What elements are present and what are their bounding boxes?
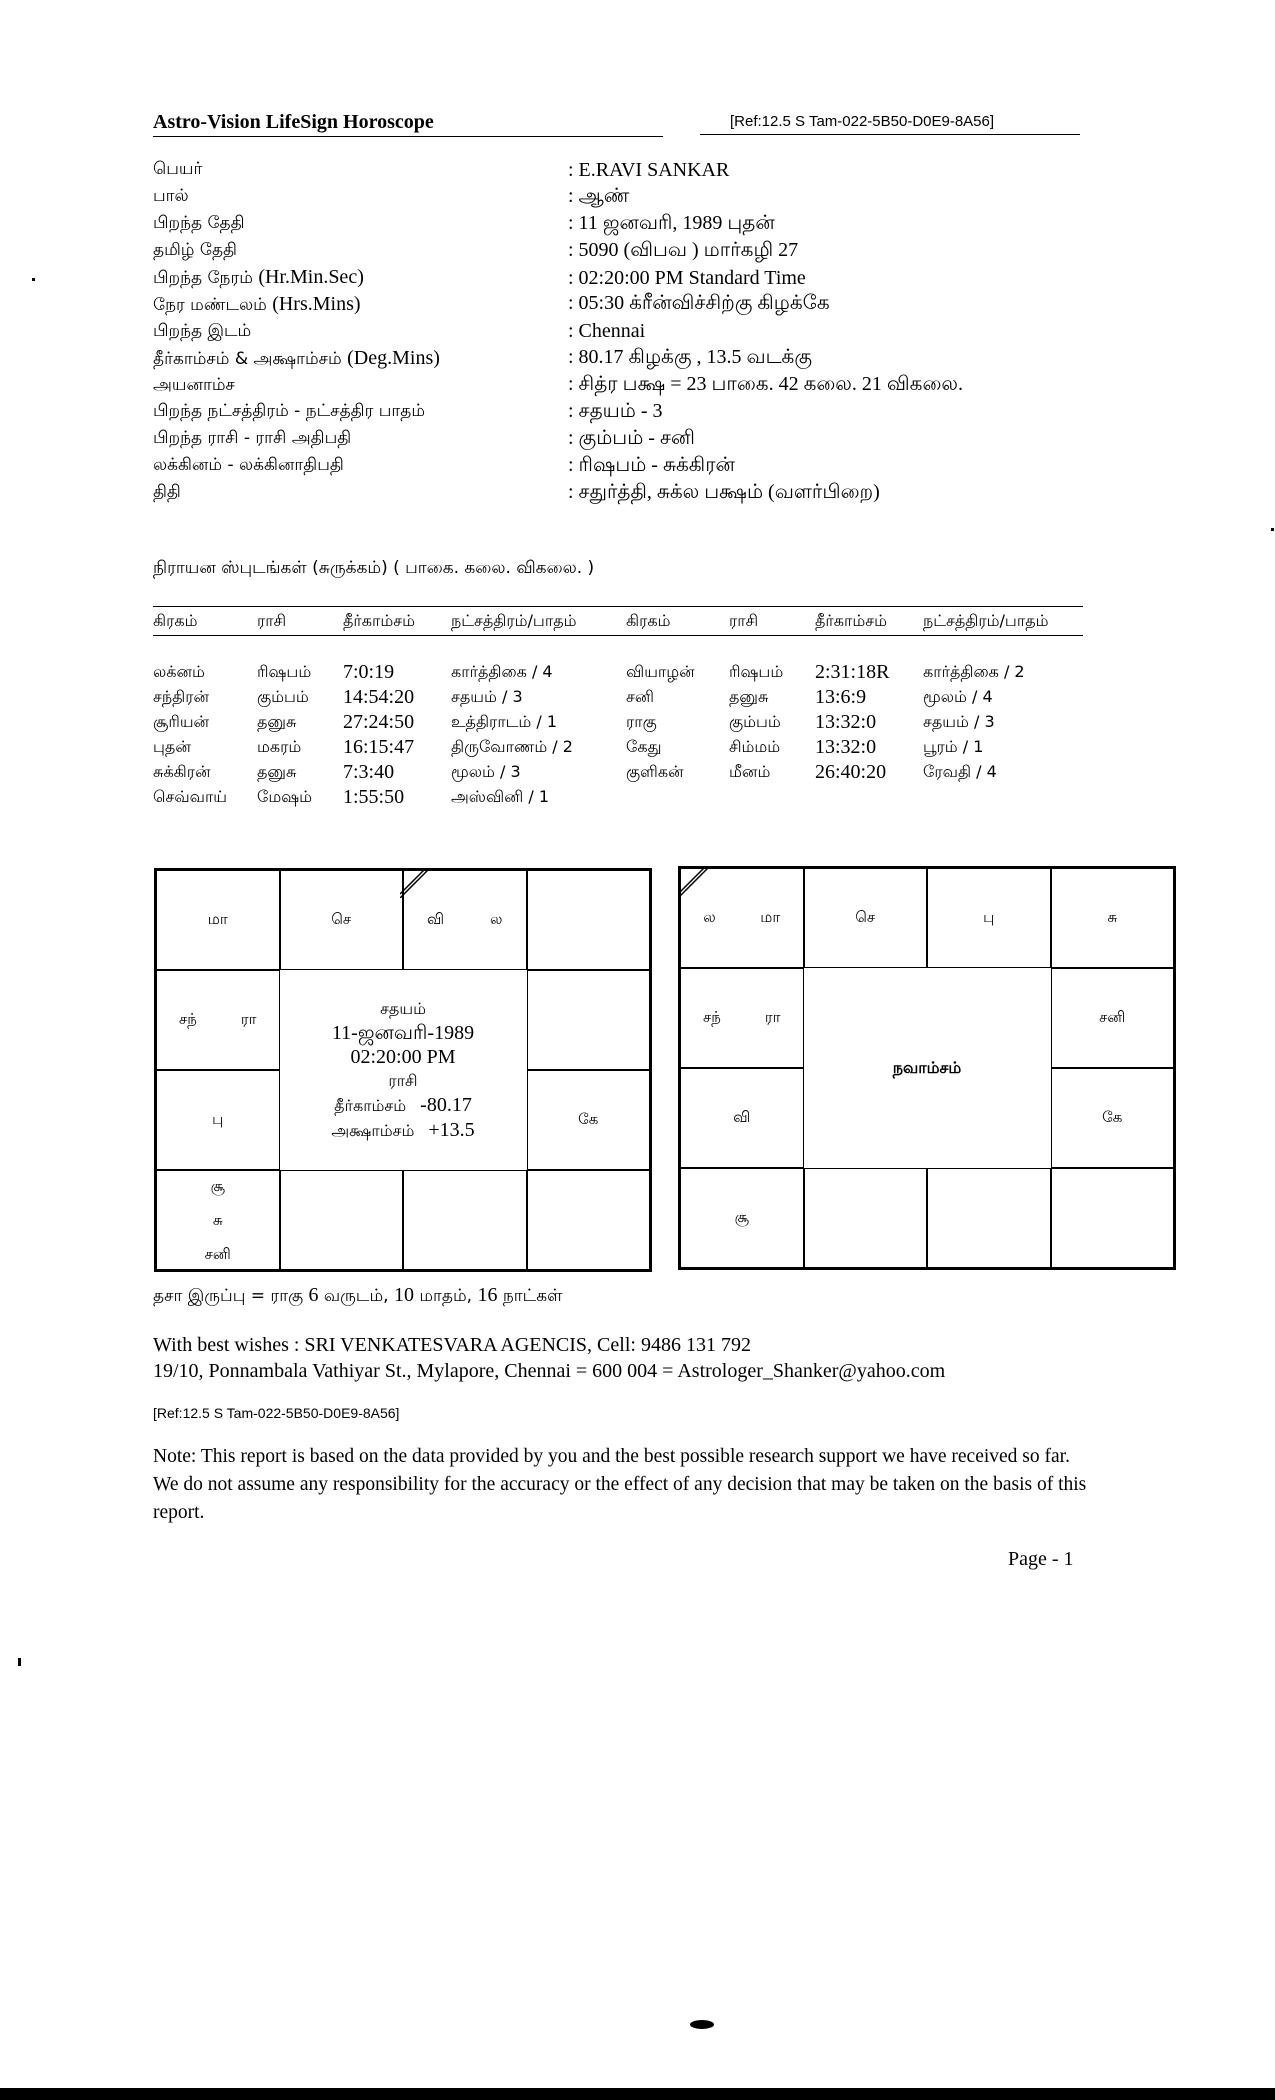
chart-house bbox=[804, 1168, 928, 1268]
chart-house bbox=[804, 868, 928, 968]
detail-label-tamil: பிறந்த நட்சத்திரம் - நட்சத்திர பாதம் bbox=[153, 401, 426, 422]
chart-center bbox=[280, 970, 527, 1170]
planet-abbrev: மா bbox=[207, 910, 228, 928]
table-cell: மூலம் / 3 bbox=[451, 762, 521, 781]
table-cell: செவ்வாய் bbox=[153, 787, 228, 806]
chart-house bbox=[527, 870, 651, 970]
detail-label bbox=[153, 401, 568, 423]
table-cell: 1:55:50 bbox=[343, 786, 405, 808]
detail-row bbox=[153, 318, 1083, 345]
table-cell: கார்த்திகை / 2 bbox=[923, 662, 1025, 681]
detail-label-tamil: அயனாம்ச bbox=[153, 374, 235, 395]
scan-speck bbox=[1271, 528, 1274, 531]
chart-house bbox=[280, 1170, 404, 1270]
house-planets bbox=[208, 910, 228, 930]
house-planets bbox=[205, 1169, 231, 1271]
lagna-marker-icon bbox=[680, 868, 708, 896]
detail-row bbox=[153, 265, 1083, 292]
center-latitude bbox=[331, 1118, 474, 1143]
table-cell: மேஷம் bbox=[257, 787, 313, 806]
detail-label-tamil: நேர மண்டலம் bbox=[153, 294, 273, 315]
house-planets bbox=[681, 1008, 803, 1028]
navamsa-chart bbox=[678, 866, 1176, 1270]
column-header: ராசி bbox=[257, 610, 287, 630]
table-cell: ரேவதி / 4 bbox=[923, 762, 997, 781]
center-label: நவாம்சம் bbox=[892, 1058, 962, 1077]
planet-abbrev: வி bbox=[426, 910, 445, 928]
chart-house bbox=[156, 870, 280, 970]
chart-house bbox=[1051, 1068, 1175, 1168]
detail-row bbox=[153, 453, 1083, 480]
dasa-months-unit: மாதம், bbox=[413, 1286, 478, 1306]
scan-speck bbox=[18, 1658, 21, 1666]
birth-details bbox=[153, 157, 1083, 507]
column-header: தீர்காம்சம் bbox=[815, 610, 887, 630]
scan-speck bbox=[32, 278, 35, 281]
detail-label-tamil: பெயர் bbox=[153, 159, 203, 180]
planet-abbrev: கே bbox=[1102, 1108, 1123, 1126]
house-planets bbox=[1107, 908, 1117, 928]
detail-label bbox=[153, 240, 568, 262]
detail-value: : சதுர்த்தி, சுக்ல பக்ஷம் (வளர்பிறை) bbox=[568, 480, 880, 503]
table-cell: மகரம் bbox=[257, 737, 302, 756]
center-time: 02:20:00 PM bbox=[350, 1046, 456, 1068]
table-cell: திருவோணம் / 2 bbox=[451, 737, 573, 756]
house-planets bbox=[855, 908, 875, 928]
address-line: 19/10, Ponnambala Vathiyar St., Mylapore, Chennai = 600 004 = Astrologer_Shanker@yahoo.com bbox=[153, 1360, 946, 1382]
chart-house bbox=[156, 1070, 280, 1170]
table-cell: லக்னம் bbox=[153, 662, 205, 681]
detail-label bbox=[153, 213, 568, 235]
table-cell: 26:40:20 bbox=[815, 761, 887, 783]
planet-abbrev: ல bbox=[703, 908, 716, 926]
center-date: 11-ஜனவரி-1989 bbox=[331, 1022, 475, 1044]
table-cell: வியாழன் bbox=[626, 662, 695, 681]
detail-value: : சதயம் - 3 bbox=[568, 399, 663, 422]
table-cell: குளிகன் bbox=[626, 762, 684, 781]
dasa-years-unit: வருடம், bbox=[318, 1286, 394, 1306]
planet-abbrev: சு bbox=[212, 1211, 223, 1229]
house-planets bbox=[331, 910, 351, 930]
detail-value: : 11 ஜனவரி, 1989 புதன் bbox=[568, 211, 775, 234]
table-cell: பூரம் / 1 bbox=[923, 737, 984, 756]
detail-row bbox=[153, 211, 1083, 238]
house-planets bbox=[733, 1108, 750, 1128]
planet-abbrev: ல bbox=[490, 910, 503, 928]
planet-abbrev: சூ bbox=[734, 1208, 749, 1226]
report-title: Astro-Vision LifeSign Horoscope bbox=[153, 111, 434, 133]
house-planets bbox=[681, 908, 803, 928]
longitude-label: தீர்காம்சம் bbox=[334, 1096, 407, 1115]
chart-house bbox=[1051, 968, 1175, 1068]
house-planets bbox=[1099, 1008, 1125, 1028]
table-cell: தனுசு bbox=[257, 762, 297, 781]
column-header: நட்சத்திரம்/பாதம் bbox=[923, 610, 1049, 630]
house-planets bbox=[983, 908, 994, 928]
detail-label-english: (Hrs.Mins) bbox=[272, 292, 361, 315]
detail-value: : E.RAVI SANKAR bbox=[568, 158, 730, 181]
detail-value: : சித்ர பக்ஷ = 23 பாகை. 42 கலை. 21 விகலை. bbox=[568, 373, 963, 396]
house-planets bbox=[578, 1110, 598, 1130]
planet-abbrev: சனி bbox=[204, 1245, 231, 1263]
chart-house bbox=[680, 1068, 804, 1168]
header-underline-left bbox=[153, 136, 663, 137]
table-row bbox=[153, 660, 1083, 685]
table-header-row bbox=[153, 606, 1083, 636]
table-cell: சுக்கிரன் bbox=[153, 762, 211, 781]
table-cell: 13:32:0 bbox=[815, 711, 877, 733]
planet-abbrev: சந் bbox=[178, 1010, 197, 1028]
detail-label-tamil: லக்கினம் - லக்கினாதிபதி bbox=[153, 455, 344, 476]
house-planets bbox=[1102, 1108, 1122, 1128]
table-cell: தனுசு bbox=[257, 712, 297, 731]
detail-value: : ஆண் bbox=[568, 184, 630, 207]
dasa-days: 16 bbox=[477, 1284, 498, 1306]
table-cell: மீனம் bbox=[729, 762, 771, 781]
detail-label-tamil: தமிழ் தேதி bbox=[153, 240, 237, 261]
house-planets bbox=[735, 1208, 749, 1228]
planet-positions-table bbox=[153, 606, 1083, 810]
planet-abbrev: பு bbox=[983, 908, 995, 926]
dasa-months: 10 bbox=[393, 1284, 414, 1306]
table-row bbox=[153, 785, 1083, 810]
table-cell: கும்பம் bbox=[257, 687, 309, 706]
planet-abbrev: சு bbox=[1107, 908, 1118, 926]
detail-row bbox=[153, 399, 1083, 426]
detail-label-tamil: பிறந்த நேரம் bbox=[153, 268, 259, 288]
table-row bbox=[153, 760, 1083, 785]
detail-row bbox=[153, 184, 1083, 211]
planet-abbrev: ரா bbox=[764, 1008, 781, 1026]
chart-house bbox=[680, 968, 804, 1068]
planet-abbrev: சனி bbox=[1099, 1008, 1126, 1026]
detail-label-tamil: பிறந்த ராசி - ராசி அதிபதி bbox=[153, 428, 352, 449]
planet-abbrev: கே bbox=[578, 1110, 599, 1128]
detail-row bbox=[153, 291, 1083, 318]
detail-label bbox=[153, 321, 568, 343]
house-planets bbox=[404, 910, 526, 930]
dasa-balance bbox=[153, 1284, 562, 1308]
chart-house bbox=[403, 1170, 527, 1270]
table-row bbox=[153, 685, 1083, 710]
table-body bbox=[153, 660, 1083, 810]
detail-label bbox=[153, 375, 568, 397]
chart-house bbox=[680, 1168, 804, 1268]
detail-value: : 05:30 க்ரீன்விச்சிற்கு கிழக்கே bbox=[568, 292, 830, 315]
detail-label-english: (Deg.Mins) bbox=[347, 346, 440, 369]
table-cell: உத்திராடம் / 1 bbox=[451, 712, 558, 731]
detail-label bbox=[153, 159, 568, 181]
table-cell: ராகு bbox=[626, 712, 657, 731]
table-cell: 7:3:40 bbox=[343, 761, 395, 783]
chart-house bbox=[527, 1170, 651, 1270]
latitude-value: +13.5 bbox=[428, 1119, 475, 1141]
table-cell: ரிஷபம் bbox=[257, 662, 312, 681]
table-cell: 7:0:19 bbox=[343, 661, 395, 683]
chart-house bbox=[156, 1170, 280, 1270]
detail-value: : 5090 (விபவ ) மார்கழி 27 bbox=[568, 238, 799, 261]
detail-row bbox=[153, 426, 1083, 453]
planet-abbrev: மா bbox=[760, 908, 781, 926]
detail-row bbox=[153, 372, 1083, 399]
table-cell: 13:32:0 bbox=[815, 736, 877, 758]
planet-abbrev: செ bbox=[855, 908, 876, 926]
detail-label bbox=[153, 482, 568, 504]
table-cell: கேது bbox=[626, 737, 662, 756]
wishes-line: With best wishes : SRI VENKATESVARA AGENCIS, Cell: 9486 131 792 bbox=[153, 1334, 751, 1356]
lagna-marker-icon bbox=[400, 870, 428, 898]
column-header: நட்சத்திரம்/பாதம் bbox=[451, 610, 577, 630]
table-cell: சிம்மம் bbox=[729, 737, 781, 756]
table-cell: 27:24:50 bbox=[343, 711, 415, 733]
chart-house bbox=[927, 1168, 1051, 1268]
chart-house bbox=[927, 868, 1051, 968]
page-number: Page - 1 bbox=[1008, 1548, 1074, 1570]
dasa-days-unit: நாட்கள் bbox=[497, 1286, 563, 1306]
footer-reference: [Ref:12.5 S Tam-022-5B50-D0E9-8A56] bbox=[153, 1405, 400, 1421]
chart-center bbox=[804, 968, 1051, 1168]
table-cell: 13:6:9 bbox=[815, 686, 867, 708]
table-row bbox=[153, 735, 1083, 760]
table-cell: கார்த்திகை / 4 bbox=[451, 662, 553, 681]
planet-positions-title: நிராயன ஸ்புடங்கள் (சுருக்கம்) ( பாகை. கலை. விகலை. ) bbox=[153, 558, 595, 578]
table-cell: அஸ்வினி / 1 bbox=[451, 787, 550, 806]
rasi-chart bbox=[154, 868, 652, 1272]
detail-label-tamil: பிறந்த இடம் bbox=[153, 320, 252, 341]
detail-row bbox=[153, 238, 1083, 265]
disclaimer-note: Note: This report is based on the data provided by you and the best possible research support we have received so far. We do not assume any responsibility for the accuracy or the effect of any decision that may be taken on the basis of this report. bbox=[153, 1446, 1087, 1523]
table-row bbox=[153, 710, 1083, 735]
table-cell: மூலம் / 4 bbox=[923, 687, 993, 706]
planet-abbrev: சூ bbox=[210, 1177, 225, 1195]
detail-label-tamil: திதி bbox=[153, 482, 181, 503]
table-cell: சதயம் / 3 bbox=[451, 687, 523, 706]
column-header: கிரகம் bbox=[626, 610, 671, 630]
detail-value: : ரிஷபம் - சுக்கிரன் bbox=[568, 453, 735, 476]
planet-abbrev: பு bbox=[212, 1110, 224, 1128]
detail-label bbox=[153, 266, 568, 290]
chart-house bbox=[527, 1070, 651, 1170]
chart-house bbox=[156, 970, 280, 1070]
table-cell: ரிஷபம் bbox=[729, 662, 784, 681]
planet-abbrev: வி bbox=[733, 1108, 751, 1126]
table-cell: புதன் bbox=[153, 737, 191, 756]
longitude-value: -80.17 bbox=[420, 1094, 472, 1116]
header-underline-right bbox=[700, 134, 1080, 135]
table-cell: 16:15:47 bbox=[343, 736, 415, 758]
table-cell: சதயம் / 3 bbox=[923, 712, 995, 731]
dasa-label: தசா இருப்பு = ராகு bbox=[153, 1286, 309, 1306]
table-cell: சந்திரன் bbox=[153, 687, 210, 706]
column-header: ராசி bbox=[729, 610, 759, 630]
house-planets bbox=[212, 1110, 223, 1130]
table-cell: சனி bbox=[626, 687, 654, 706]
dasa-years: 6 bbox=[308, 1284, 319, 1306]
detail-label bbox=[153, 347, 568, 371]
detail-label-english: (Hr.Min.Sec) bbox=[258, 266, 364, 288]
planet-abbrev: சந் bbox=[702, 1008, 721, 1026]
table-cell: 2:31:18R bbox=[815, 661, 890, 683]
table-cell: சூரியன் bbox=[153, 712, 210, 731]
chart-house bbox=[280, 870, 404, 970]
table-cell: கும்பம் bbox=[729, 712, 781, 731]
detail-row bbox=[153, 345, 1083, 372]
detail-value: : Chennai bbox=[568, 320, 646, 343]
column-header: தீர்காம்சம் bbox=[343, 610, 415, 630]
detail-value: : கும்பம் - சனி bbox=[568, 426, 695, 449]
detail-label bbox=[153, 455, 568, 477]
table-cell: 14:54:20 bbox=[343, 686, 415, 708]
detail-label bbox=[153, 186, 568, 208]
latitude-label: அக்ஷாம்சம் bbox=[331, 1121, 415, 1140]
detail-label-tamil: பிறந்த தேதி bbox=[153, 213, 245, 234]
scan-bottom-edge bbox=[0, 2088, 1275, 2100]
table-cell: தனுசு bbox=[729, 687, 769, 706]
detail-value: : 02:20:00 PM Standard Time bbox=[568, 266, 806, 289]
center-star: சதயம் bbox=[380, 999, 426, 1018]
detail-value: : 80.17 கிழக்கு , 13.5 வடக்கு bbox=[568, 346, 812, 369]
chart-house bbox=[527, 970, 651, 1070]
column-header: கிரகம் bbox=[153, 610, 198, 630]
planet-abbrev: செ bbox=[331, 910, 352, 928]
chart-house bbox=[1051, 1168, 1175, 1268]
detail-label bbox=[153, 293, 568, 317]
detail-row bbox=[153, 157, 1083, 184]
detail-row bbox=[153, 480, 1083, 507]
chart-house bbox=[1051, 868, 1175, 968]
detail-label-tamil: பால் bbox=[153, 186, 189, 207]
detail-label-tamil: தீர்காம்சம் & அக்ஷாம்சம் bbox=[153, 348, 348, 369]
house-planets bbox=[157, 1010, 279, 1030]
agency-info bbox=[153, 1332, 945, 1384]
detail-label bbox=[153, 428, 568, 450]
planet-abbrev: ரா bbox=[240, 1010, 257, 1028]
center-label: ராசி bbox=[388, 1071, 418, 1090]
scan-mark bbox=[690, 2020, 714, 2029]
header-reference: [Ref:12.5 S Tam-022-5B50-D0E9-8A56] bbox=[730, 113, 995, 130]
center-longitude bbox=[334, 1093, 472, 1118]
